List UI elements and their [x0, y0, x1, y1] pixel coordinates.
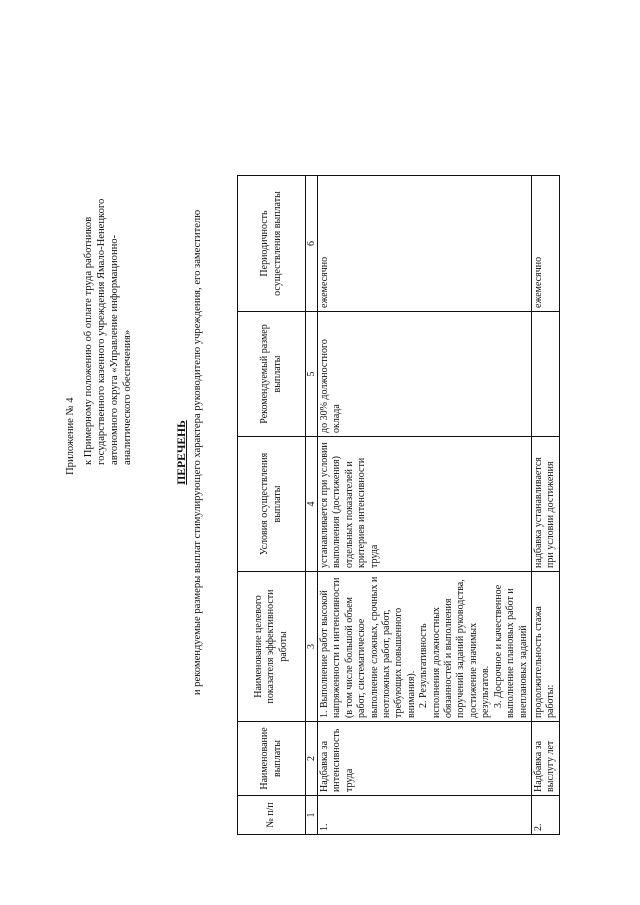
- document-subtitle: и рекомендуемые размеры выплат стимулирующего характера руководителю учреждения, его заместителю: [192, 209, 203, 696]
- header-indicator: Наименование целевого показателя эффективности работы: [238, 572, 306, 722]
- appendix-address-line: аналитического обеспечения»: [122, 329, 133, 465]
- row-num: 2.: [531, 796, 559, 835]
- conditions: устанавливается при условии выполнения (достижения) отдельных показателей и критериев интенсивности труда: [318, 437, 532, 572]
- indicator-item: 1. Выполнение работ высокой напряженности и интенсивности (в том числе большой объем работ, систематическое выполнение сложных, срочных и неотложных работ, работ, требующих повышенного внимания).: [319, 576, 417, 718]
- header-periodicity: Периодичность осуществления выплаты: [238, 176, 306, 312]
- column-number: 4: [306, 437, 318, 572]
- row-num: 1.: [318, 796, 532, 835]
- header-num: № п/п: [238, 796, 306, 835]
- table-header-row: [238, 176, 306, 835]
- column-number: 6: [306, 176, 318, 312]
- size: [531, 312, 559, 437]
- appendix-address-line: к Примерному положению об оплате труда работников: [83, 216, 94, 465]
- indicator-cell: [531, 572, 559, 722]
- indicator-item: 3. Досрочное и качественное выполнение плановых работ и внеплановых заданий: [492, 584, 529, 718]
- column-number: 2: [306, 722, 318, 796]
- column-number: 1: [306, 796, 318, 835]
- payment-name: Надбавка за выслугу лет: [531, 722, 559, 796]
- indicator-item: 2. Результативность исполнения должностных обязанностей и выполнения поручений заданий руководства, достижение значимых результатов.: [418, 579, 492, 718]
- appendix-address-line: автономного округа «Управление информационно-: [109, 234, 120, 465]
- size: до 30% должностного оклада: [318, 312, 532, 437]
- column-number: 5: [306, 312, 318, 437]
- payments-table: [237, 175, 560, 835]
- periodicity: ежемесячно: [318, 176, 532, 312]
- indicator-item: продолжительность стажа работы:: [532, 606, 557, 718]
- indicator-cell: [318, 572, 532, 722]
- periodicity: ежемесячно: [531, 176, 559, 312]
- header-size: Рекомендуемый размер выплаты: [238, 312, 306, 437]
- conditions: надбавка устанавливается при условии достижения: [531, 437, 559, 572]
- appendix-number: Приложение № 4: [65, 397, 76, 475]
- header-payment-name: Наименование выплаты: [238, 722, 306, 796]
- column-number-row: [306, 176, 318, 835]
- header-conditions: Условия осуществления выплаты: [238, 437, 306, 572]
- table-row: [318, 176, 532, 835]
- table-row: [531, 176, 559, 835]
- document-title: ПЕРЕЧЕНЬ: [175, 420, 188, 485]
- column-number: 3: [306, 572, 318, 722]
- payment-name: Надбавка за интенсивность труда: [318, 722, 532, 796]
- appendix-address-line: государственного казенного учреждения Ямало-Ненецкого: [96, 198, 107, 465]
